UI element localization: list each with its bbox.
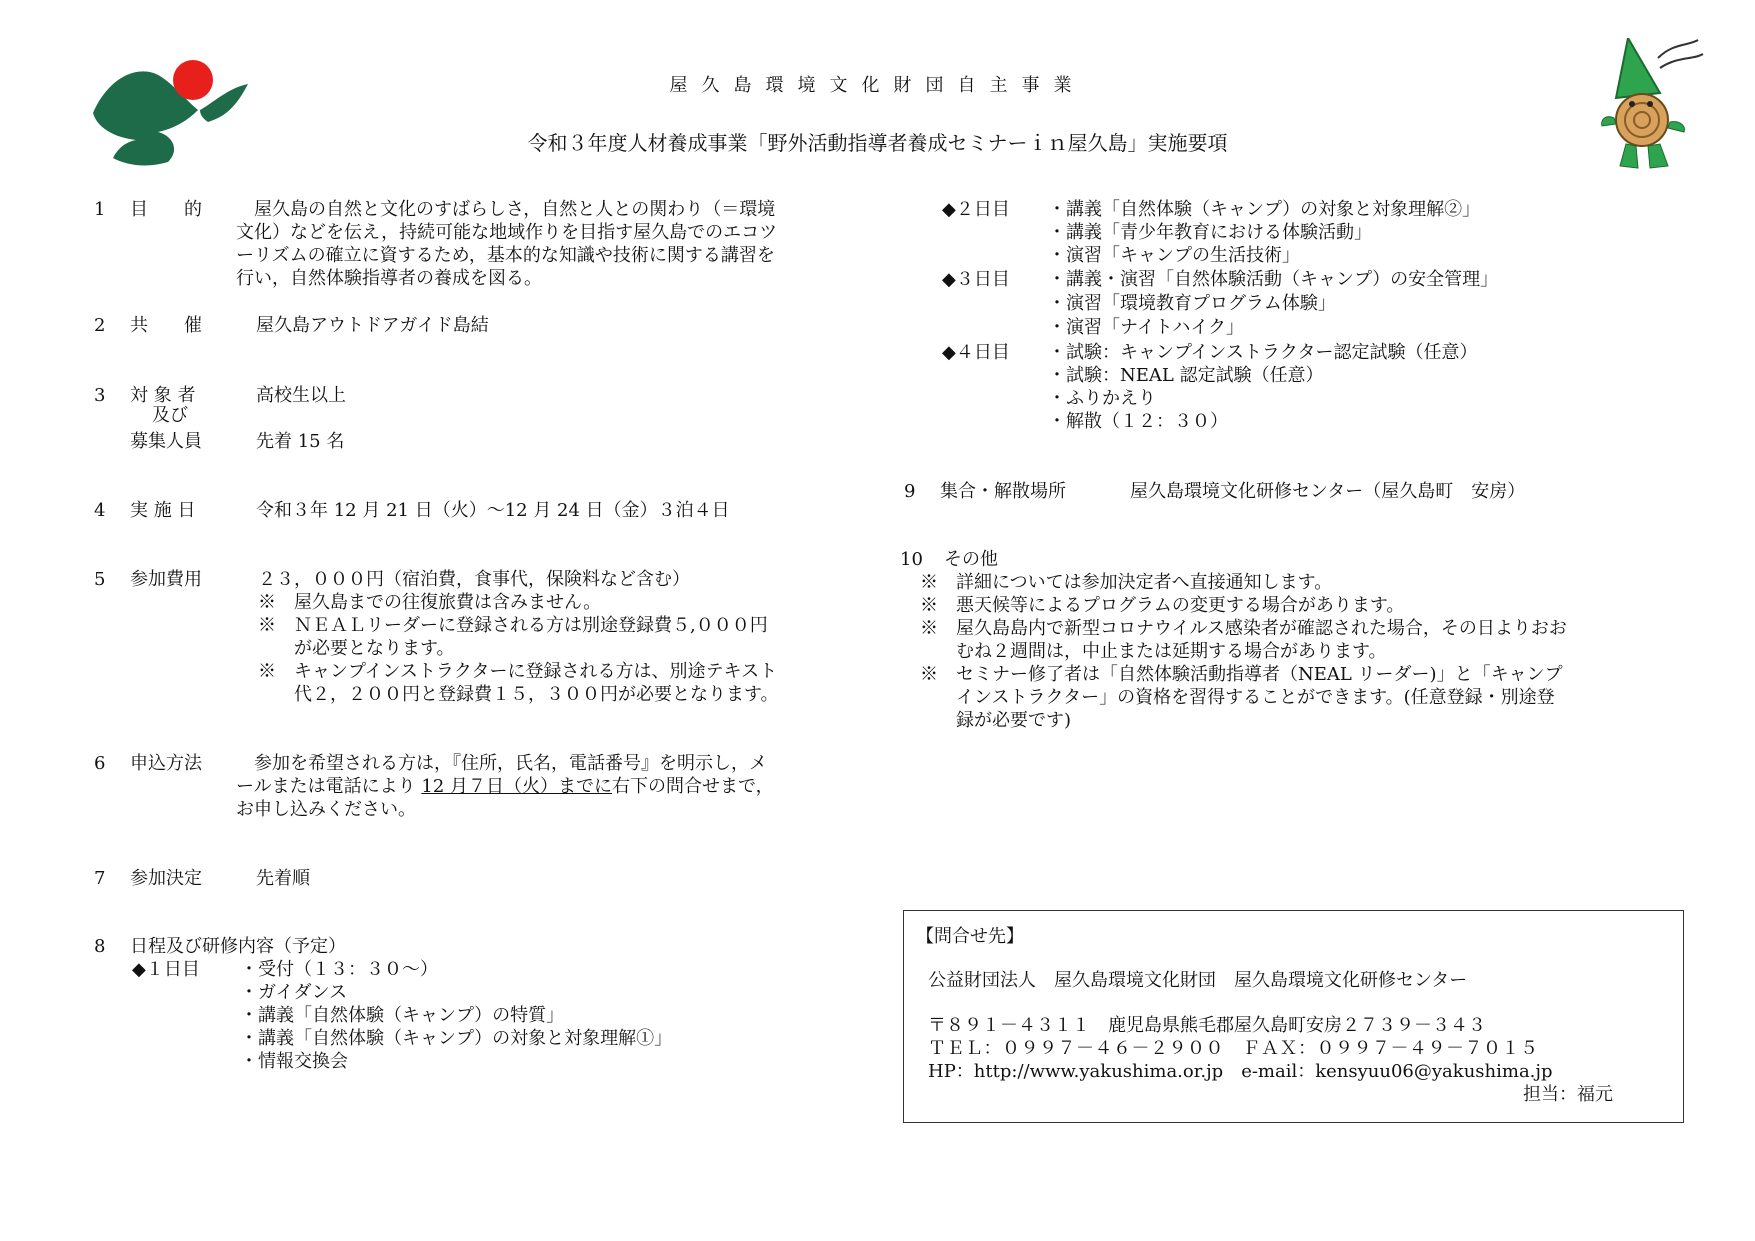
section-3-label-c: 募集人員	[130, 431, 202, 452]
section-10-line-7: 録が必要です)	[920, 710, 1072, 731]
day-2-item-2: ・講義「青少年教育における体験活動」	[1048, 222, 1372, 243]
section-9-number: 9	[904, 481, 916, 502]
section-5-note-3: ※ キャンプインストラクターに登録される方は、別途テキスト	[258, 661, 778, 682]
section-5-note-2b: が必要となります。	[258, 638, 455, 659]
section-5-note-1: ※ 屋久島までの往復旅費は含みません。	[258, 592, 602, 613]
section-1-line-4: 行い，自然体験指導者の養成を図る。	[236, 268, 542, 289]
section-3-number: 3	[94, 385, 106, 406]
section-6-number: 6	[94, 753, 106, 774]
section-3-label-b: 及び	[152, 405, 188, 426]
day-2-item-3: ・演習「キャンプの生活技術」	[1048, 245, 1300, 266]
section-5-note-3b: 代２，２００円と登録費１５，３００円が必要となります。	[258, 684, 779, 705]
section-6-line-2	[236, 775, 774, 798]
day-1-item-4: ・講義「自然体験（キャンプ）の対象と対象理解①」	[240, 1028, 673, 1049]
section-5-label: 参加費用	[130, 569, 202, 590]
section-6-line-2-post: 右下の問合せまで，	[612, 776, 774, 797]
section-3-text-a: 高校生以上	[256, 385, 346, 406]
section-1-line-1: 屋久島の自然と文化のすばらしさ，自然と人との関わり（＝環境	[236, 199, 776, 220]
section-1-number: 1	[94, 199, 106, 220]
section-4-label: 実 施 日	[130, 500, 196, 521]
section-2-number: 2	[94, 315, 106, 336]
section-8-number: 8	[94, 936, 106, 957]
section-10-label: その他	[944, 549, 998, 570]
section-5-fee: ２３，０００円（宿泊費，食事代，保険料など含む）	[258, 569, 690, 590]
day-1-item-2: ・ガイダンス	[240, 982, 348, 1003]
day-4-item-1: ・試験：キャンプインストラクター認定試験（任意）	[1048, 342, 1478, 363]
section-10-line-5: ※ セミナー修了者は「自然体験活動指導者（NEAL リーダー)」と「キャンプ	[920, 664, 1563, 685]
page-title: 令和３年度人材養成事業「野外活動指導者養成セミナーｉｎ屋久島」実施要項	[527, 131, 1228, 155]
day-4-item-4: ・解散（１２：３０）	[1048, 411, 1228, 432]
section-9-text: 屋久島環境文化研修センター（屋久島町 安房）	[1130, 481, 1526, 502]
section-9-label: 集合・解散場所	[940, 481, 1066, 502]
section-7-text: 先着順	[256, 868, 310, 889]
section-7-label: 参加決定	[130, 868, 202, 889]
day-3-item-3: ・演習「ナイトハイク」	[1048, 317, 1245, 338]
day-2-label: ◆２日目	[942, 199, 1010, 220]
day-1-item-5: ・情報交換会	[240, 1051, 348, 1072]
section-7-number: 7	[94, 868, 106, 889]
section-4-text: 令和３年 12 月 21 日（火）～12 月 24 日（金）３泊４日	[256, 500, 730, 521]
section-6-line-2-pre: ールまたは電話により	[236, 776, 422, 797]
section-5-number: 5	[94, 569, 106, 590]
section-1-label: 目 的	[130, 199, 202, 220]
section-6-line-3: お申し込みください。	[236, 799, 416, 820]
section-1-line-3: ーリズムの確立に資するため，基本的な知識や技術に関する講習を	[236, 245, 775, 266]
day-4-item-3: ・ふりかえり	[1048, 388, 1156, 409]
section-3-text-c: 先着 15 名	[256, 431, 345, 452]
section-10-line-1: ※ 詳細については参加決定者へ直接通知します。	[920, 572, 1333, 593]
section-1-line-2: 文化）などを伝え，持続可能な地域作りを目指す屋久島でのエコツ	[236, 222, 778, 243]
section-4-number: 4	[94, 500, 106, 521]
application-deadline: 12 月７日（火）までに	[421, 776, 613, 797]
contact-address: 〒８９１－４３１１ 鹿児島県熊毛郡屋久島町安房２７３９－３４３	[928, 1015, 1486, 1036]
contact-tel-fax: ＴＥＬ：０９９７－４６－２９００ ＦＡＸ：０９９７－４９－７０１５	[928, 1038, 1539, 1059]
day-3-item-2: ・演習「環境教育プログラム体験」	[1048, 293, 1336, 314]
day-1-label: ◆１日目	[132, 959, 200, 980]
section-6-line-1: 参加を希望される方は，『住所，氏名，電話番号』を明示し，メ	[236, 753, 767, 774]
contact-box	[903, 910, 1684, 1123]
day-3-item-1: ・講義・演習「自然体験活動（キャンプ）の安全管理」	[1048, 269, 1499, 290]
day-1-item-1: ・受付（１３：３０～）	[240, 959, 438, 980]
day-1-item-3: ・講義「自然体験（キャンプ）の特質」	[240, 1005, 565, 1026]
organizer-heading: 屋久島環境文化財団自主事業	[669, 75, 1086, 96]
section-10-line-4: むね２週間は，中止または延期する場合があります。	[920, 641, 1387, 662]
day-3-label: ◆３日目	[942, 269, 1010, 290]
section-2-label: 共 催	[130, 315, 202, 336]
contact-heading: 【問合せ先】	[916, 926, 1024, 947]
section-3-label-a: 対 象 者	[130, 385, 196, 406]
day-2-item-1: ・講義「自然体験（キャンプ）の対象と対象理解②」	[1048, 199, 1481, 220]
section-8-label: 日程及び研修内容（予定）	[130, 936, 346, 957]
day-4-item-2: ・試験：NEAL 認定試験（任意）	[1048, 365, 1324, 386]
section-10-number: 10	[900, 549, 923, 570]
day-4-label: ◆４日目	[942, 342, 1010, 363]
section-5-note-2: ※ ＮＥＡＬリーダーに登録される方は別途登録費５,０００円	[258, 615, 768, 636]
section-10-line-6: インストラクター」の資格を習得することができます。(任意登録・別途登	[920, 687, 1555, 708]
contact-person: 担当：福元	[1523, 1084, 1613, 1105]
contact-web-email[interactable]: HP：http://www.yakushima.or.jp e-mail：kensyuu06@yakushima.jp	[928, 1061, 1553, 1082]
contact-organization: 公益財団法人 屋久島環境文化財団 屋久島環境文化研修センター	[928, 970, 1468, 991]
section-6-label: 申込方法	[130, 753, 202, 774]
section-10-line-3: ※ 屋久島島内で新型コロナウイルス感染者が確認された場合，その日よりおお	[920, 618, 1567, 639]
section-2-text: 屋久島アウトドアガイド島結	[256, 315, 489, 336]
section-10-line-2: ※ 悪天候等によるプログラムの変更する場合があります。	[920, 595, 1405, 616]
